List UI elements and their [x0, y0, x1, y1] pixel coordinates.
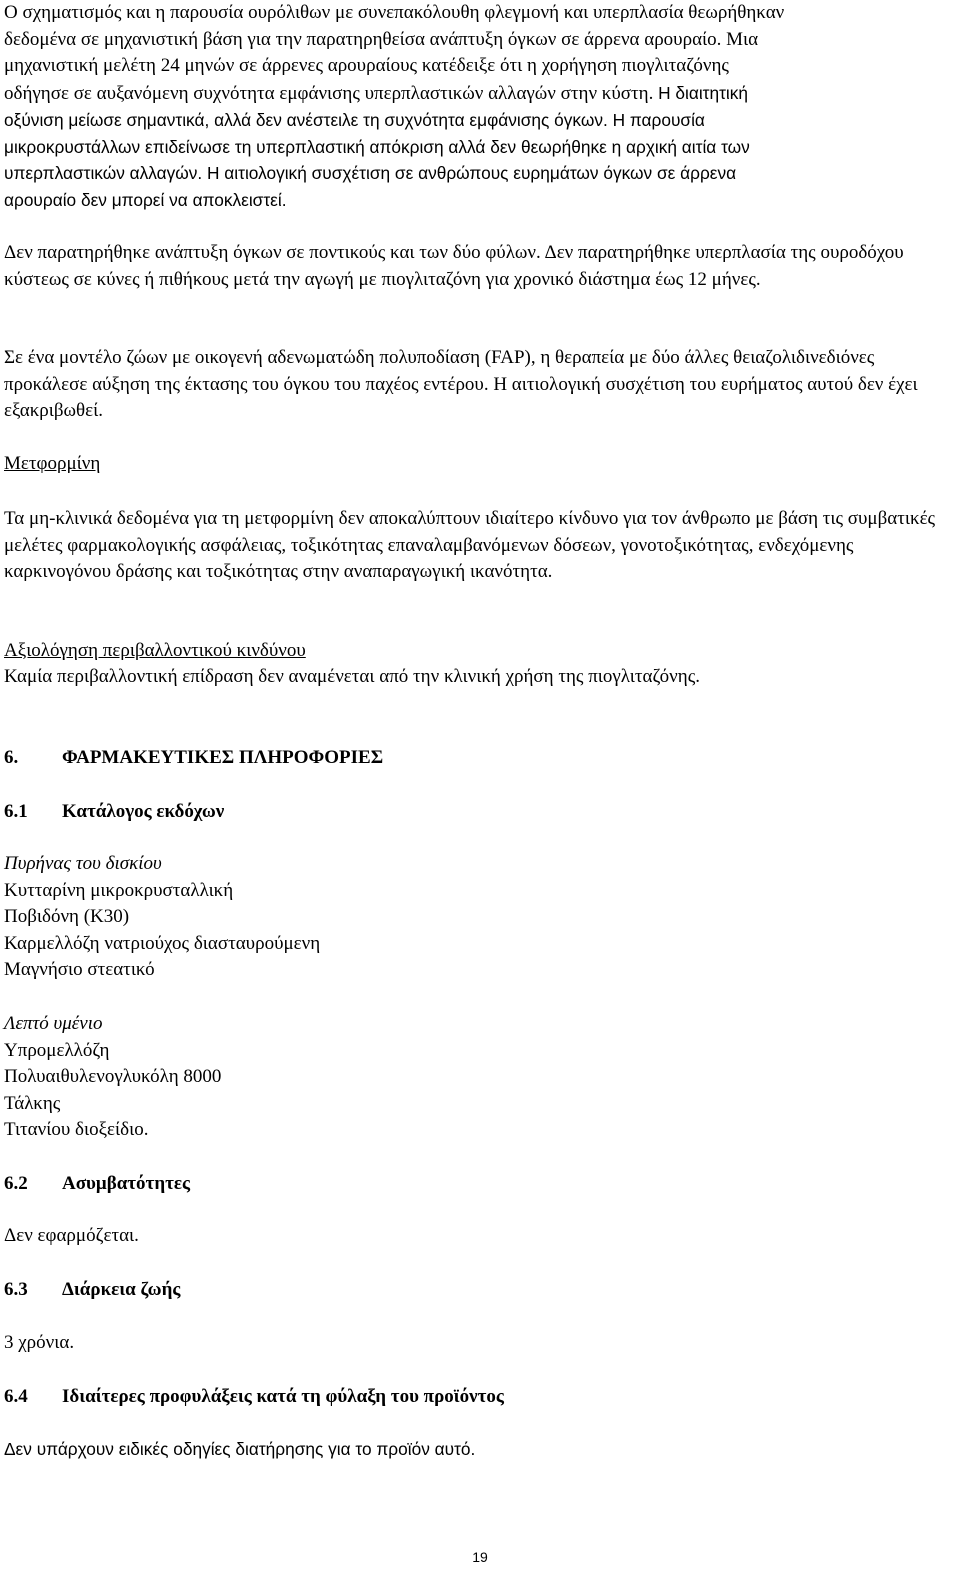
metformin-body: Τα μη-κλινικά δεδομένα για τη μετφορμίνη δεν αποκαλύπτουν ιδιαίτερο κίνδυνο για τον άνθρωπο με βάση τις συμβατικές μελέτες φαρμακολογικής ασφάλειας, τοξικότητας επαναλαμβανόμενων δόσεων, γονοτοξικότητας, ενδεχόμενης καρκινογόνου δράσης και τοξικότητας στην αναπαραγωγική ικανότητα. [4, 508, 936, 582]
paragraph-ouroliths [4, 0, 952, 213]
list-item: Υπρομελλόζη [4, 1039, 110, 1061]
paragraph-fap-model: Σε ένα μοντέλο ζώων με οικογενή αδενωματώδη πολυποδίαση (FAP), η θεραπεία με δύο άλλες θειαζολιδινεδιόνες προκάλεσε αύξηση της έκτασης του όγκου του παχέος εντέρου. Η αιτιολογική συσχέτιση του ευρήματος αυτού δεν έχει εξακριβωθεί. [4, 347, 918, 421]
metformin-title: Μετφορμίνη [4, 453, 101, 474]
text-line [4, 80, 952, 108]
section-6-4-heading [4, 1384, 504, 1410]
excipients-coating-list [4, 1011, 952, 1144]
list-item: Ποβιδόνη (K30) [4, 906, 130, 927]
section-title: ΦΑΡΜΑΚΕΥΤΙΚΕΣ ΠΛΗΡΟΦΟΡΙΕΣ [62, 747, 384, 768]
list-item: Καρμελλόζη νατριούχος διασταυρούμενη [4, 932, 321, 954]
text-line: δεδομένα σε μηχανιστική βάση για την παρατηρηθείσα ανάπτυξη όγκων σε άρρενα αρουραίο. Μια [4, 28, 759, 50]
text-line: υπερπλαστικών αλλαγών. Η αιτιολογική συσχέτιση σε ανθρώπους ευρημάτων όγκων σε άρρενα [4, 163, 737, 183]
section-number: 6.3 [4, 1279, 28, 1300]
text-line: μηχανιστική μελέτη 24 μηνών σε άρρενες αρουραίους κατέδειξε ότι η χορήγηση πιογλιταζόνης [4, 55, 729, 76]
section-number: 6.4 [4, 1386, 28, 1407]
section-6-2-heading [4, 1171, 190, 1197]
excipients-core-list [4, 851, 952, 984]
list-item: Κυτταρίνη μικροκρυσταλλική [4, 879, 234, 901]
text-fragment: Η διαιτητική [658, 82, 749, 103]
list-item: Τιτανίου διοξείδιο. [4, 1119, 149, 1140]
section-title: Κατάλογος εκδόχων [62, 801, 225, 822]
paragraph-mice-dogs: Δεν παρατηρήθηκε ανάπτυξη όγκων σε ποντικούς και των δύο φύλων. Δεν παρατηρήθηκε υπερπλασία της ουροδόχου κύστεως σε κύνες ή πιθήκους μετά την αγωγή με πιογλιταζόνη για χρονικό διάστημα έως 12 μήνες. [4, 242, 904, 290]
section-number: 6. [4, 747, 19, 768]
section-6-1-heading [4, 799, 224, 825]
text-line: Ο σχηματισμός και η παρουσία ουρόλιθων με συνεπακόλουθη φλεγμονή και υπερπλασία θεωρήθηκαν [4, 2, 785, 23]
section-number: 6.2 [4, 1173, 28, 1194]
coating-subtitle: Λεπτό υμένιο [4, 1013, 103, 1034]
shelf-life-body: 3 χρόνια. [4, 1332, 75, 1353]
list-item: Μαγνήσιο στεατικό [4, 959, 155, 980]
document-page [4, 0, 956, 1576]
list-item: Τάλκης [4, 1092, 61, 1114]
section-title: Ιδιαίτερες προφυλάξεις κατά τη φύλαξη του προϊόντος [62, 1386, 504, 1407]
incompatibilities-body: Δεν εφαρμόζεται. [4, 1225, 139, 1246]
environment-title: Αξιολόγηση περιβαλλοντικού κινδύνου [4, 640, 306, 661]
section-6-3-heading [4, 1277, 180, 1303]
section-title: Ασυμβατότητες [62, 1173, 190, 1194]
text-line: μικροκρυστάλλων επιδείνωσε τη υπερπλαστική απόκριση αλλά δεν θεωρήθηκε η αρχική αιτία των [4, 136, 750, 157]
core-subtitle: Πυρήνας του δισκίου [4, 853, 162, 874]
environment-body: Καμία περιβαλλοντική επίδραση δεν αναμένεται από την κλινική χρήση της πιογλιταζόνης. [4, 666, 700, 687]
text-fragment: οδήγησε σε αυξανόμενη συχνότητα εμφάνισης υπερπλαστικών αλλαγών στην κύστη. [4, 82, 659, 104]
page-number: 19 [472, 1549, 488, 1565]
storage-body: Δεν υπάρχουν ειδικές οδηγίες διατήρησης για το προϊόν αυτό. [4, 1439, 476, 1459]
section-title: Διάρκεια ζωής [62, 1279, 181, 1300]
section-number: 6.1 [4, 801, 28, 822]
section-6-heading [4, 745, 383, 771]
text-line: οξύνιση μείωσε σημαντικά, αλλά δεν ανέστειλε τη συχνότητα εμφάνισης όγκων. Η παρουσία [4, 110, 705, 130]
text-line: αρουραίο δεν μπορεί να αποκλειστεί. [4, 189, 287, 210]
list-item: Πολυαιθυλενογλυκόλη 8000 [4, 1066, 222, 1087]
